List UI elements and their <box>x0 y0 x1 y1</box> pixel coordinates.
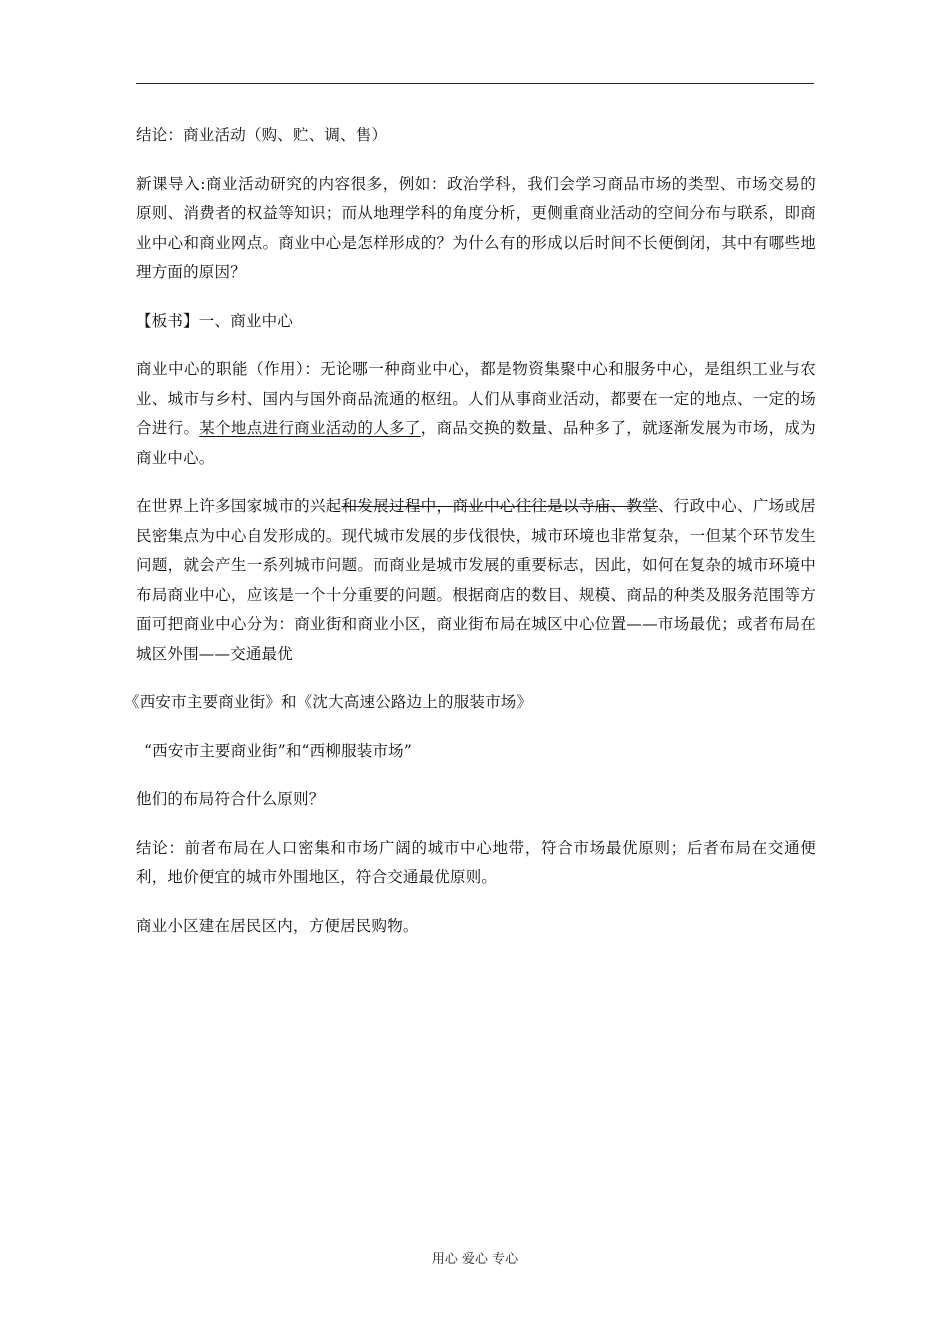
world-text-before: 在世界上许多国家城市的兴起 <box>136 497 342 515</box>
function-text-before: 商业中心的职能（作用）：无论哪一种商业中心，都是物资集聚中心和服务中心，是组织工业与农业、城市与乡村、国内与国外商品流通的枢纽。人们从事商业活动，都要在一定的地点、一定的场合进行。 <box>136 360 816 437</box>
intro-paragraph: 新课导入:商业活动研究的内容很多，例如：政治学科，我们会学习商品市场的类型、市场交易的原则、消费者的权益等知识；而从地理学科的角度分析，更侧重商业活动的空间分布与联系，即商业中心和商业网点。商业中心是怎样形成的？为什么有的形成以后时间不长便倒闭，其中有哪些地理方面的原因？ <box>136 174 816 281</box>
world-struck-text: 和发展过程中，商业中心往往是以寺庙、教堂 <box>341 497 658 515</box>
examples-title: 《西安市主要商业街》和《沈大高速公路边上的服装市场》 <box>124 693 533 711</box>
conclusion-paragraph: 结论：商业活动（购、贮、调、售） <box>136 126 388 144</box>
document-body <box>124 121 816 941</box>
page-footer: 用心 爱心 专心 <box>431 1252 519 1267</box>
function-paragraph <box>136 355 816 473</box>
conclusion-2-paragraph: 结论：前者布局在人口密集和市场广阔的城市中心地带，符合市场最优原则；后者布局在交通便利，地价便宜的城市外围地区，符合交通最优原则。 <box>136 838 816 886</box>
residential-paragraph: 商业小区建在居民区内，方便居民购物。 <box>136 916 419 935</box>
function-text-after: ，商品交换的数量、品种多了，就逐渐发展为市场，成为商业中心。 <box>136 419 816 467</box>
function-underlined-text: 某个地点进行商业活动的人多了 <box>199 419 421 437</box>
world-text-after: 、行政中心、广场或居民密集点为中心自发形成的。现代城市发展的步伐很快，城市环境也非常复杂，一但某个环节发生问题，就会产生一系列城市问题。而商业是城市发展的重要标志，因此，如何在复杂的城市环境中布局商业中心，应该是一个十分重要的问题。根据商店的数目、规模、商品的种类及服务范围等方面可把商业中心分为：商业街和商业小区，商业街布局在城区中心位置——市场最优；或者布局在城区外围——交通最优 <box>136 497 816 663</box>
question-paragraph: 他们的布局符合什么原则？ <box>136 790 325 808</box>
examples-quote: “西安市主要商业街”和“西柳服装市场” <box>144 741 412 760</box>
header-rule <box>136 83 814 84</box>
board-heading: 【板书】一、商业中心 <box>136 311 294 330</box>
world-paragraph <box>136 492 816 669</box>
